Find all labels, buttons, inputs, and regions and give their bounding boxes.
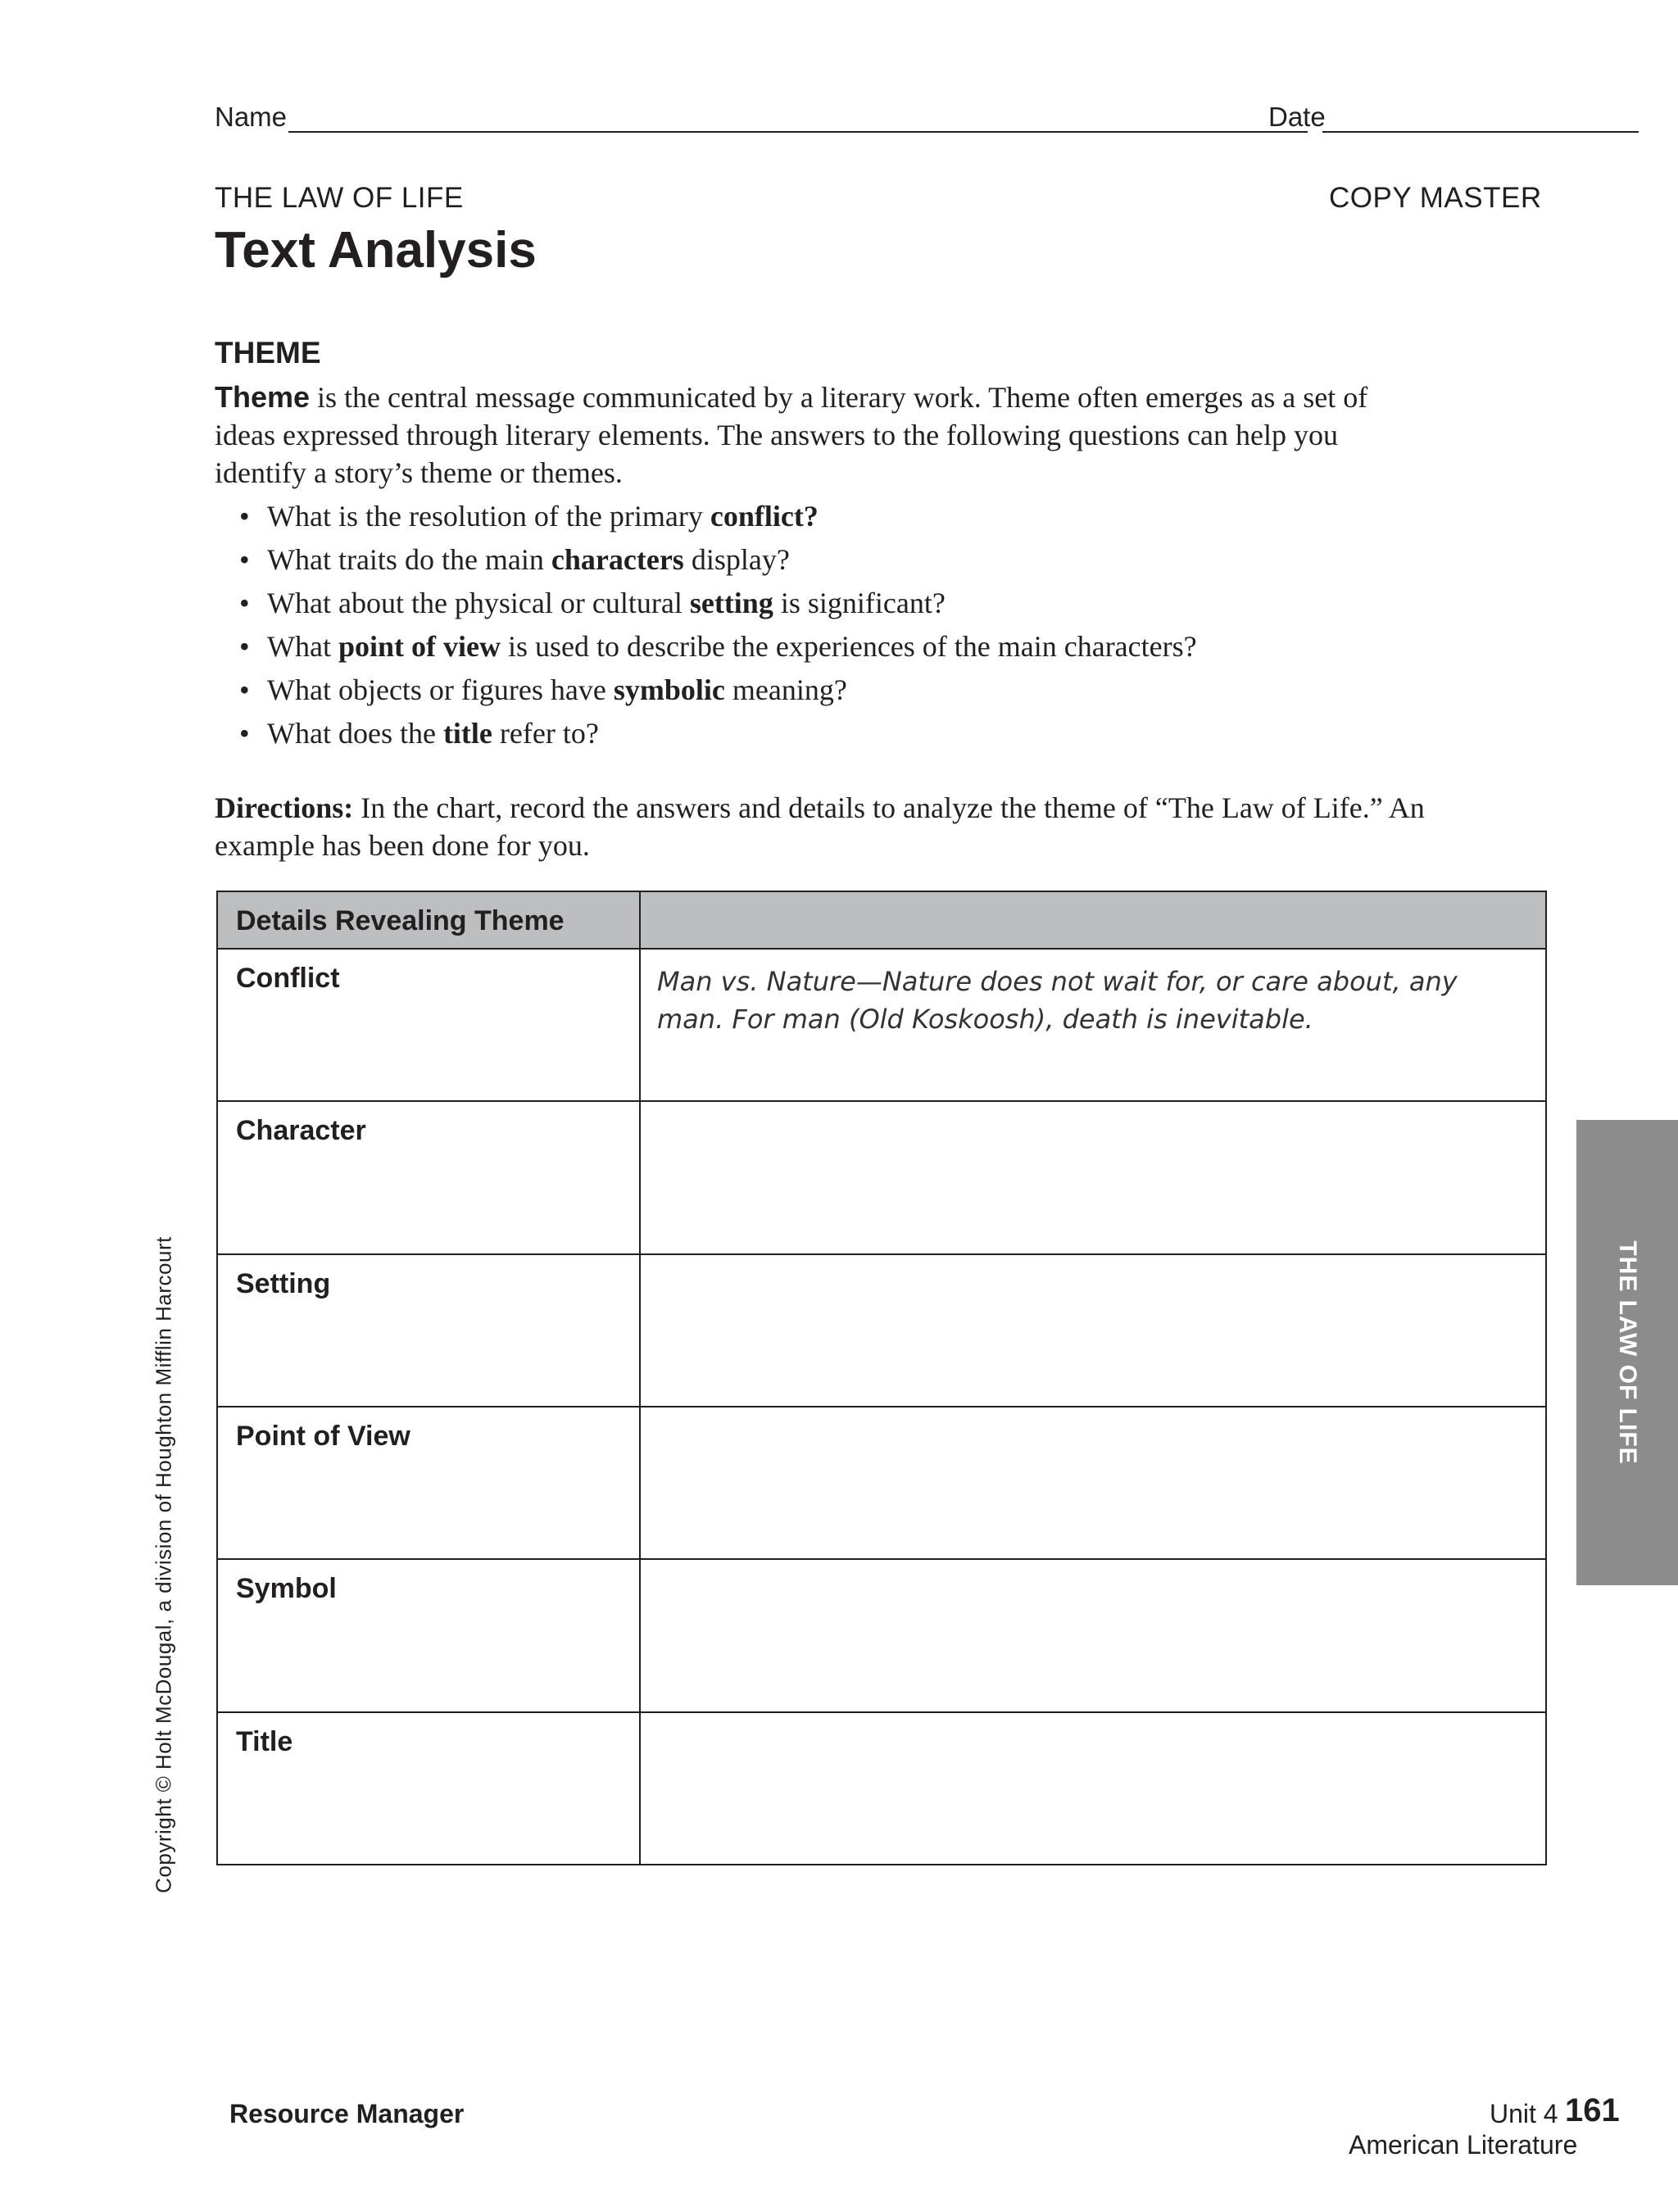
answer-cell-title[interactable] — [640, 1712, 1546, 1865]
bullet: • — [239, 543, 250, 576]
theme-intro — [215, 378, 1411, 492]
table-row — [217, 1254, 1546, 1407]
question-keyword: characters — [551, 543, 684, 576]
chart-header-answers — [640, 891, 1546, 949]
directions-text: In the chart, record the answers and details to analyze the theme of “The Law of Life.” An example has been done for you. — [215, 791, 1425, 862]
answer-cell-character[interactable] — [640, 1101, 1546, 1253]
date-field[interactable] — [1322, 131, 1639, 133]
row-label-character: Character — [217, 1101, 640, 1253]
chart-header-row — [217, 891, 1546, 949]
answer-cell-symbol[interactable] — [640, 1559, 1546, 1711]
bullet: • — [239, 717, 250, 750]
table-row — [217, 1101, 1546, 1253]
theme-chart — [216, 891, 1547, 1865]
question-item — [239, 582, 1468, 625]
question-text: What traits do the main — [267, 543, 551, 576]
question-text: meaning? — [724, 673, 847, 706]
row-label-setting: Setting — [217, 1254, 640, 1407]
theme-heading: THEME — [215, 336, 321, 369]
bullet: • — [239, 673, 250, 706]
name-field[interactable] — [288, 131, 1308, 133]
table-row — [217, 1559, 1546, 1711]
name-date-row — [215, 98, 1639, 134]
theme-intro-text: is the central message communicated by a literary work. Theme often emerges as a set of ideas expressed through literary elements. The answers to the following questions can help you identify a story’s theme or themes. — [215, 381, 1368, 489]
directions — [215, 789, 1427, 864]
answer-cell-conflict[interactable]: Man vs. Nature—Nature does not wait for, or care about, any man. For man (Old Koskoosh), death is inevitable. — [640, 949, 1546, 1101]
question-text: is used to describe the experiences of the main characters? — [500, 630, 1197, 663]
directions-label: Directions: — [215, 791, 354, 824]
question-text: What does the — [267, 717, 443, 750]
question-item — [239, 669, 1468, 712]
question-text: What — [267, 630, 338, 663]
row-label-title: Title — [217, 1712, 640, 1865]
table-row — [217, 949, 1546, 1101]
date-label: Date — [1268, 102, 1326, 132]
chart-header-details: Details Revealing Theme — [217, 891, 640, 949]
question-keyword: point of view — [338, 630, 501, 663]
bullet: • — [239, 630, 250, 663]
row-label-conflict: Conflict — [217, 949, 640, 1101]
question-item — [239, 495, 1468, 538]
name-label: Name — [215, 102, 288, 132]
theme-term: Theme — [215, 380, 311, 414]
table-row — [217, 1407, 1546, 1559]
bullet: • — [239, 500, 250, 533]
question-text: refer to? — [492, 717, 599, 750]
answer-cell-point-of-view[interactable] — [640, 1407, 1546, 1559]
bullet: • — [239, 587, 250, 619]
question-text: What objects or figures have — [267, 673, 614, 706]
copy-master-label: COPY MASTER — [1329, 182, 1542, 214]
side-tab — [1576, 1120, 1678, 1585]
table-row — [217, 1712, 1546, 1865]
side-tab-label: THE LAW OF LIFE — [1614, 1240, 1641, 1465]
copyright-notice: Copyright © Holt McDougal, a division of Houghton Mifflin Harcourt — [151, 1236, 176, 1893]
footer-course: American Literature — [1349, 2130, 1578, 2160]
question-keyword: title — [442, 717, 492, 750]
question-text: What about the physical or cultural — [267, 587, 690, 619]
question-text: is significant? — [773, 587, 946, 619]
answer-cell-setting[interactable] — [640, 1254, 1546, 1407]
footer-unit: Unit 4 — [1490, 2099, 1558, 2128]
question-text: display? — [683, 543, 790, 576]
footer-resource-manager: Resource Manager — [229, 2099, 465, 2128]
question-list — [239, 495, 1468, 755]
question-keyword: conflict? — [710, 500, 819, 533]
row-label-symbol: Symbol — [217, 1559, 640, 1711]
question-item — [239, 538, 1468, 582]
question-item — [239, 712, 1468, 755]
question-item — [239, 625, 1468, 669]
page-number: 161 — [1565, 2092, 1620, 2128]
row-label-point-of-view: Point of View — [217, 1407, 640, 1559]
question-keyword: setting — [689, 587, 773, 619]
question-keyword: symbolic — [613, 673, 725, 706]
story-title: THE LAW OF LIFE — [215, 182, 464, 214]
question-text: What is the resolution of the primary — [267, 500, 710, 533]
page-title: Text Analysis — [215, 222, 537, 279]
